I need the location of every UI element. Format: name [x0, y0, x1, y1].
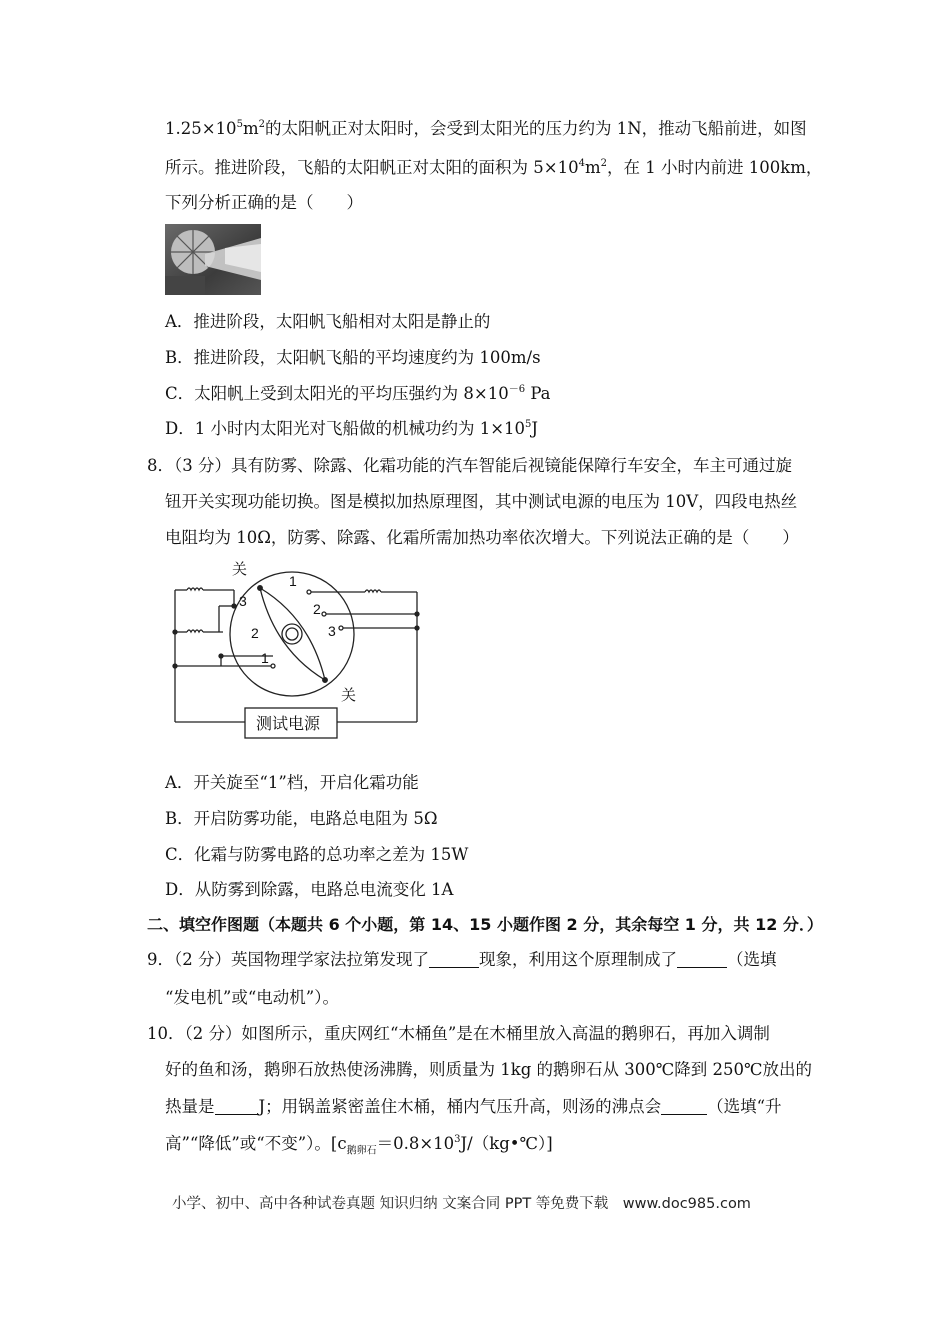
q10-line-2: 好的鱼和汤，鹅卵石放热使汤沸腾，则质量为 1kg 的鹅卵石从 300℃降到 250℃放出的: [165, 1060, 812, 1079]
q8-option-a: A．开关旋至“1”档，开启化霜功能: [165, 773, 419, 792]
q9-line-1: 9．（2 分）英国物理学家法拉第发现了 现象，利用这个原理制成了 （选填: [147, 950, 777, 969]
section-2-heading: 二、填空作图题（本题共 6 个小题，第 14、15 小题作图 2 分，其余每空 1 分，共 12 分．）: [147, 915, 823, 934]
q8-option-c: C．化霜与防雾电路的总功率之差为 15W: [165, 845, 469, 864]
left-contact-1: 1: [261, 650, 269, 666]
resistor-left-middle: [187, 630, 203, 632]
q9-blank-1[interactable]: [429, 950, 479, 968]
q7-option-a: A．推进阶段，太阳帆飞船相对太阳是静止的: [165, 312, 491, 331]
solar-sail-photo: [165, 224, 261, 295]
q8-option-b: B．开启防雾功能，电路总电阻为 5Ω: [165, 809, 438, 828]
q7-line-2: 所示。推进阶段，飞船的太阳帆正对太阳的面积为 $5\times 10^4m^2$，在 1 小时内前进 100km，: [165, 158, 823, 177]
q8-line-2: 钮开关实现功能切换。图是模拟加热原理图，其中测试电源的电压为 10V，四段电热丝: [165, 492, 798, 511]
right-contact-1: 1: [289, 573, 297, 589]
right-contact-3: 3: [328, 623, 336, 639]
q10-blank-2[interactable]: [661, 1097, 707, 1115]
right-contact-2: 2: [313, 601, 321, 617]
resistor-left-top: [187, 588, 203, 590]
left-contact-3: 3: [239, 593, 247, 609]
q7-line-1: $1.25\times 10^5m^2$的太阳帆正对太阳时，会受到太阳光的压力约为 1N，推动飞船前进，如图: [165, 119, 807, 138]
q7-option-c: C．太阳帆上受到太阳光的平均压强约为 $8\times 10^{-6}$ Pa: [165, 384, 551, 403]
q7-option-d: D．1 小时内太阳光对飞船做的机械功约为 $1\times 10^5J$: [165, 419, 539, 438]
q10-line-1: 10．（2 分）如图所示，重庆网红“木桶鱼”是在木桶里放入高温的鹅卵石，再加入调制: [147, 1024, 770, 1043]
q7-line-3: 下列分析正确的是（ ）: [165, 193, 363, 212]
q10-line-3: 热量是 J；用锅盖紧密盖住木桶，桶内气压升高，则汤的沸点会 （选填“升: [165, 1097, 782, 1116]
q8-option-d: D．从防雾到除露，电路总电流变化 1A: [165, 880, 454, 899]
q8-line-3: 电阻均为 10Ω，防雾、除露、化霜所需加热功率依次增大。下列说法正确的是（ ）: [165, 528, 799, 547]
resistor-right-top: [365, 590, 381, 592]
switch-off-label-top: 关: [232, 561, 248, 578]
q8-line-1: 8．（3 分）具有防雾、除露、化霜功能的汽车智能后视镜能保障行车安全，车主可通过旋: [147, 456, 792, 475]
q10-blank-1[interactable]: [215, 1097, 259, 1115]
switch-off-label-bottom: 关: [341, 687, 357, 704]
left-contact-2: 2: [251, 625, 259, 641]
heating-circuit-diagram: [165, 558, 430, 743]
q7-option-b: B．推进阶段，太阳帆飞船的平均速度约为 100m/s: [165, 348, 541, 367]
test-power-source-label: 测试电源: [256, 716, 321, 733]
switch-knob: [282, 624, 302, 644]
page-footer: 小学、初中、高中各种试卷真题 知识归纳 文案合同 PPT 等免费下载 www.doc985.com: [172, 1196, 751, 1212]
q9-blank-2[interactable]: [677, 950, 727, 968]
q10-line-4: 高”“降低”或“不变”）。$[c_{鹅卵石}=0.8\times 10^3J/(kg•℃)]$: [165, 1134, 553, 1157]
q9-line-2: “发电机”或“电动机”）。: [165, 988, 339, 1007]
